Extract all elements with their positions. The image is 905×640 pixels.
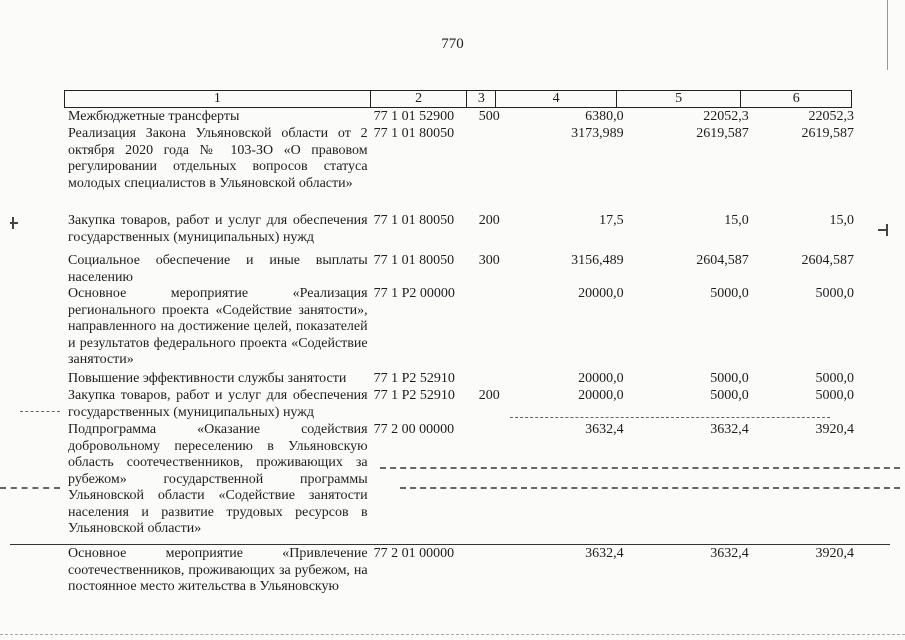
column-header-3: 3 <box>467 91 496 107</box>
table-body <box>68 109 858 598</box>
table-row <box>68 422 858 546</box>
row-value-2021: 20000,0 <box>578 286 624 301</box>
row-type <box>479 126 515 210</box>
row-value-2021: 20000,0 <box>578 371 624 386</box>
row-value-2023: 5000,0 <box>815 286 855 301</box>
row-name: Социальное обеспечение и иные выплаты населению <box>68 253 368 285</box>
column-header-2: 2 <box>371 91 468 107</box>
row-type <box>479 546 515 598</box>
row-type: 200 <box>478 213 500 228</box>
table-row <box>68 126 858 210</box>
row-value-2022: 3632,4 <box>710 422 749 437</box>
table-row <box>68 546 858 598</box>
row-type <box>479 371 515 388</box>
row-value-2022: 2619,587 <box>696 126 749 141</box>
scan-bottom-edge <box>0 634 905 637</box>
row-name: Подпрограмма «Оказание содействия добровольному переселению в Ульяновскую область соотечественников, проживающих за рубежом» государственной программы Ульяновской области «Содействие занятости населения и развитие трудовых ресурсов в Ульяновской области» <box>68 422 368 536</box>
row-name: Основное мероприятие «Привлечение соотечественников, проживающих за рубежом, на постоянное место жительства в Ульяновскую <box>68 546 368 594</box>
row-value-2023: 5000,0 <box>815 371 855 386</box>
row-value-2022: 5000,0 <box>710 371 749 386</box>
row-value-2022: 3632,4 <box>710 546 749 561</box>
column-header-5: 5 <box>617 91 742 107</box>
row-type <box>479 286 515 371</box>
scan-dash-line <box>400 487 900 491</box>
scan-edge <box>887 0 888 70</box>
row-type: 500 <box>478 109 500 124</box>
row-name: Закупка товаров, работ и услуг для обеспечения государственных (муниципальных) нужд <box>68 388 368 420</box>
row-code: 77 1 P2 00000 <box>373 286 455 301</box>
row-name: Повышение эффективности службы занятости <box>68 371 347 386</box>
row-code: 77 1 01 80050 <box>373 213 455 228</box>
table-row <box>68 253 858 286</box>
row-value-2021: 3156,489 <box>571 253 624 268</box>
scan-mark <box>886 224 888 236</box>
row-name: Межбюджетные трансферты <box>68 109 240 124</box>
row-name: Реализация Закона Ульяновской области от 2 октября 2020 года № 103-ЗО «О правовом регулировании отдельных вопросов статуса молодых специалистов в Ульяновской области» <box>68 126 368 191</box>
scan-rule-line <box>10 544 890 545</box>
row-name: Основное мероприятие «Реализация регионального проекта «Содействие занятости», направленного на достижение целей, показателей и результатов федерального проекта «Содействие занятости» <box>68 286 368 367</box>
row-value-2023: 5000,0 <box>815 388 855 403</box>
row-value-2023: 3920,4 <box>815 546 855 561</box>
row-code: 77 1 01 80050 <box>373 126 455 141</box>
row-value-2021: 3632,4 <box>585 422 624 437</box>
row-value-2022: 15,0 <box>724 213 749 228</box>
row-code: 77 1 P2 52910 <box>373 371 455 386</box>
row-code: 77 2 00 00000 <box>373 422 455 437</box>
row-value-2022: 5000,0 <box>710 286 749 301</box>
column-header-6: 6 <box>792 91 800 106</box>
row-value-2022: 2604,587 <box>696 253 749 268</box>
row-value-2021: 17,5 <box>599 213 624 228</box>
table-row <box>68 109 858 126</box>
row-code: 77 2 01 00000 <box>373 546 455 561</box>
row-value-2021: 3173,989 <box>571 126 624 141</box>
row-value-2023: 3920,4 <box>815 422 855 437</box>
row-value-2022: 22052,3 <box>703 109 749 124</box>
row-value-2023: 2604,587 <box>801 253 855 268</box>
row-code: 77 1 01 52900 <box>373 109 455 124</box>
row-type: 200 <box>478 388 500 403</box>
row-value-2023: 22052,3 <box>808 109 855 124</box>
row-type: 300 <box>478 253 500 268</box>
row-type <box>479 422 515 546</box>
scan-mark <box>12 217 14 229</box>
page-number: 770 <box>441 36 464 52</box>
row-value-2022: 5000,0 <box>710 388 749 403</box>
table-row <box>68 210 858 253</box>
row-value-2023: 15,0 <box>829 213 855 228</box>
row-name: Закупка товаров, работ и услуг для обеспечения государственных (муниципальных) нужд <box>68 213 368 245</box>
table-row <box>68 371 858 388</box>
row-code: 77 1 01 80050 <box>373 253 455 268</box>
column-header-row <box>64 90 852 108</box>
scan-dash-line <box>0 487 60 491</box>
scan-dash-line <box>20 411 60 414</box>
scan-dash-line <box>380 467 900 471</box>
row-value-2021: 3632,4 <box>585 546 624 561</box>
row-value-2021: 20000,0 <box>578 388 624 403</box>
row-code: 77 1 P2 52910 <box>373 388 455 403</box>
row-value-2021: 6380,0 <box>585 109 624 124</box>
table-row <box>68 286 858 371</box>
scan-dash-line <box>510 417 830 420</box>
row-value-2023: 2619,587 <box>801 126 855 141</box>
column-header-4: 4 <box>496 91 617 107</box>
column-header-1: 1 <box>65 91 371 107</box>
